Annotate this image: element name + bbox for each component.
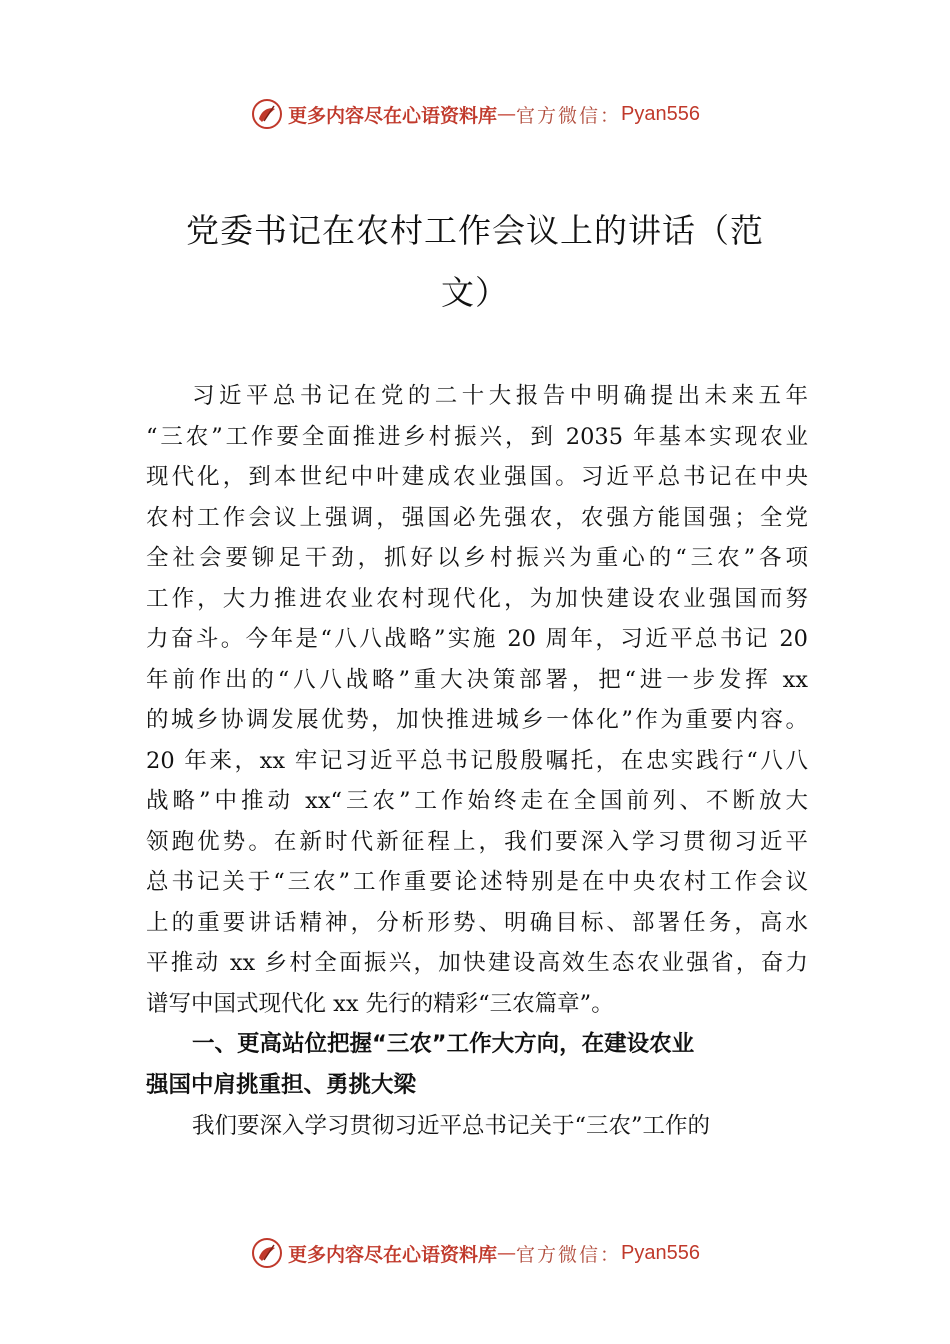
- banner-brand-text: 更多内容尽在心语资料库: [288, 104, 498, 127]
- paragraph-line: 总书记关于“三农”工作重要论述特别是在中央农村工作会议: [146, 869, 808, 895]
- banner-dash: —: [497, 1242, 517, 1264]
- paragraph-line: 工作，大力推进农业农村现代化，为加快建设农业强国而努: [146, 585, 808, 612]
- paragraph-line: 年前作出的“八八战略”重大决策部署，把“进一步发挥 xx: [146, 666, 808, 693]
- paragraph-line: 谱写中国式现代化 xx 先行的精彩“三农篇章”。: [146, 990, 614, 1017]
- title-line-1: 党委书记在农村工作会议上的讲话（范: [186, 211, 764, 250]
- section-heading-line-2: 强国中肩挑重担、勇挑大梁: [146, 1072, 417, 1098]
- paragraph-line: 习近平总书记在党的二十大报告中明确提出未来五年: [192, 383, 808, 409]
- header-banner: [0, 94, 950, 134]
- paragraph-line: 20 年来，xx 牢记习近平总书记殷殷嘱托，在忠实践行“八八: [146, 747, 808, 774]
- footer-banner: [0, 1233, 950, 1273]
- paragraph-line: 战略”中推动 xx“三农”工作始终走在全国前列、不断放大: [146, 788, 808, 814]
- section-heading-line-1: 一、更高站位把握“三农”工作大方向，在建设农业: [192, 1031, 695, 1057]
- paragraph-line: 平推动 xx 乡村全面振兴，加快建设高效生态农业强省，奋力: [146, 950, 808, 976]
- paragraph-line: 现代化，到本世纪中叶建成农业强国。习近平总书记在中央: [146, 464, 808, 490]
- document-body: [146, 376, 808, 1147]
- paragraph-line: 农村工作会议上强调，强国必先强农，农强方能国强；全党: [146, 504, 808, 531]
- banner-wechat-label: 官方微信：: [516, 104, 622, 127]
- brand-logo-icon: [250, 1236, 284, 1270]
- brand-logo-icon: [250, 97, 284, 131]
- paragraph-line: 上的重要讲话精神，分析形势、明确目标、部署任务，高水: [146, 909, 808, 936]
- banner-brand-text: 更多内容尽在心语资料库: [288, 1243, 498, 1266]
- paragraph-line: 力奋斗。今年是“八八战略”实施 20 周年，习近平总书记 20: [146, 626, 808, 652]
- paragraph-line: 的城乡协调发展优势，加快推进城乡一体化”作为重要内容。: [146, 707, 808, 733]
- banner-wechat-label: 官方微信：: [516, 1243, 622, 1266]
- paragraph-line: 我们要深入学习贯彻习近平总书记关于“三农”工作的: [192, 1113, 711, 1139]
- banner-wechat-id: Pyan556: [621, 1241, 700, 1264]
- document-title: [148, 200, 802, 324]
- paragraph-line: 全社会要铆足干劲，抓好以乡村振兴为重心的“三农”各项: [146, 545, 808, 571]
- paragraph-line: “三农”工作要全面推进乡村振兴，到 2035 年基本实现农业: [146, 423, 808, 450]
- banner-wechat-id: Pyan556: [621, 102, 700, 125]
- title-line-2: 文）: [441, 273, 509, 312]
- banner-dash: —: [497, 103, 517, 125]
- paragraph-line: 领跑优势。在新时代新征程上，我们要深入学习贯彻习近平: [146, 828, 808, 855]
